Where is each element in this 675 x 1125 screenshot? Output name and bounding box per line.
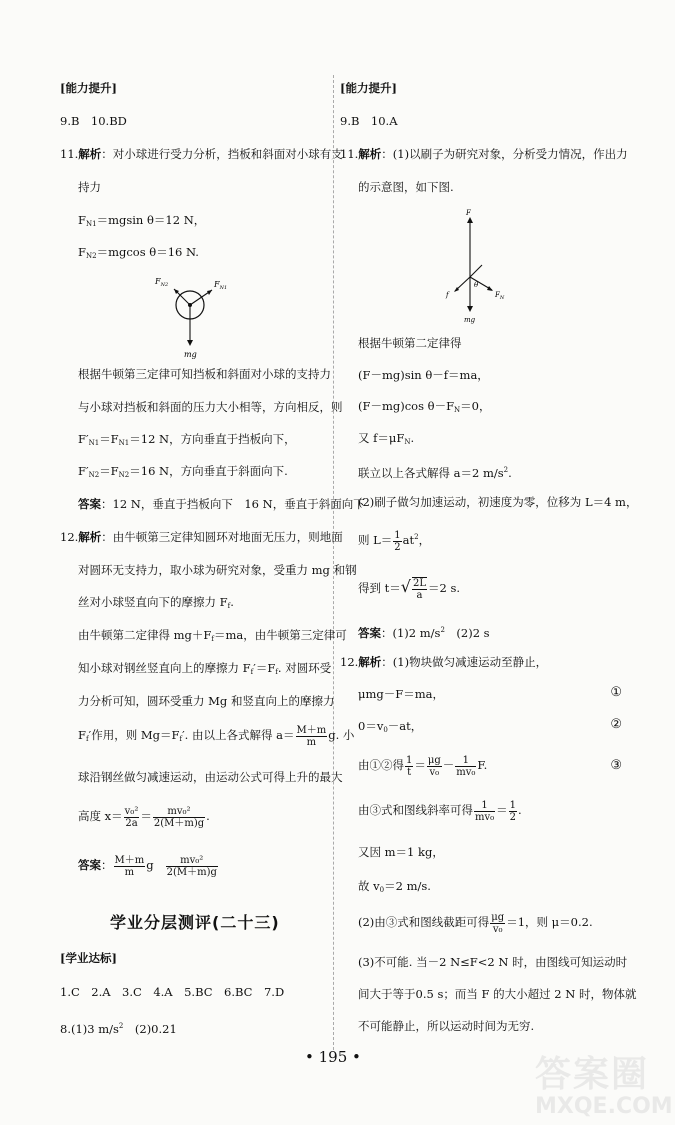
q11-line7: $F'_{N1}=F_{N1}=12$ N，方向垂直于挡板向下，	[78, 432, 296, 447]
fraction: $\frac{1}{2}$	[394, 529, 401, 553]
eq-number-2: ②	[610, 717, 622, 732]
r-q12-line10: 间大于等于0.5 s；而当 F 的大小超过 2 N 时，物体就	[358, 987, 637, 1001]
q12-line1: 12.解析：由牛顿第三定律知圆环对地面无压力，则地面	[60, 530, 343, 544]
fraction: $\frac{\mu g}{\text{v₀}}$	[491, 911, 505, 935]
label-FN: $F_N$	[495, 291, 505, 301]
r-q12-line3: $0=v_0-at$，	[358, 719, 423, 734]
label-f: f	[446, 291, 449, 299]
q11-line8: $F'_{N2}=F_{N2}=16$ N，方向垂直于斜面向下.	[78, 464, 288, 479]
label-theta: θ	[474, 281, 479, 289]
q11-line2: 持力	[78, 180, 101, 194]
q12-line9: 高度 x＝ $\frac{\text{v₀²}}{2a}$ ＝ $\frac{\text{mv₀²}}{2(M+m)g}$ .	[78, 805, 210, 829]
r-q11-line6: 又 $f=\mu F_N$.	[358, 431, 415, 446]
sqrt-sign: √	[400, 577, 411, 596]
q11-line6: 与小球对挡板和斜面的压力大小相等，方向相反，则	[78, 400, 343, 414]
r-q11-answer: 答案：(1)2 $m/s^2$ (2)2 s	[358, 626, 490, 640]
label-mg-right: mg	[464, 316, 476, 324]
r-q12-line1: 12.解析：(1)物块做匀减速运动至静止，	[340, 655, 548, 669]
r-q12-line4: 由①②得 $\frac{1}{t}$ ＝ $\frac{\mu g}{\text{v₀}}$ － $\frac{1}{\text{mv₀}}$ F.	[358, 754, 488, 778]
q11-answer: 答案：12 N，垂直于挡板向下 16 N，垂直于斜面向下	[78, 497, 365, 511]
handle-line	[470, 265, 482, 277]
watermark-top: 答案圈	[535, 1054, 650, 1095]
r-q12-line2: μmg－F＝ma，	[358, 687, 444, 701]
q12-line2: 对圆环无支持力，取小球为研究对象，受重力 mg 和钢	[78, 563, 357, 577]
r-q11-line9: 则 L＝ $\frac{1}{2}$ $at^2$，	[358, 529, 431, 553]
q11-eq-fn1: $F_{N1}=mgsin$ θ＝12 N，	[78, 213, 206, 228]
fraction: $\frac{\mu g}{\text{v₀}}$	[427, 754, 441, 778]
q11-line5: 根据牛顿第三定律可知挡板和斜面对小球的支持力	[78, 367, 331, 381]
page-number: • 195 •	[305, 1048, 361, 1066]
eq-number-3: ③	[610, 758, 622, 773]
q12-line7: $F_f'$作用，则 $Mg=F_f'$. 由以上各式解得 a＝ $\frac{M+m}{m}$ g. 小	[78, 724, 355, 748]
r-q11-line3: 根据牛顿第二定律得	[358, 336, 462, 350]
r-q11-line1: 11.解析：(1)以刷子为研究对象，分析受力情况，作出力	[340, 147, 628, 161]
q12-line6: 力分析可知，圆环受重力 Mg 和竖直向上的摩擦力	[78, 694, 335, 708]
mg-arrowhead	[187, 340, 193, 346]
r-q11-line10: 得到 t＝√ $\frac{2L}{a}$ ＝2 s.	[358, 577, 461, 601]
fraction: $\frac{1}{2}$	[509, 799, 517, 823]
r-q11-line4: (F－mg)sin θ－f＝ma，	[358, 368, 489, 382]
r-q12-line11: 不可能静止，所以运动时间为无穷.	[358, 1019, 535, 1033]
F-arrowhead	[467, 217, 473, 223]
answers-9-10-right: 9.B 10.A	[340, 114, 398, 128]
fraction: $\frac{2L}{a}$	[412, 578, 426, 601]
section-title: 学业分层测评(二十三)	[110, 913, 280, 932]
fraction: $\frac{1}{\text{mv₀}}$	[456, 754, 476, 778]
r-q12-line7: 故 $v_0=2$ m/s.	[358, 879, 431, 894]
answers-8: 8.(1)3 $m/s^2$ (2)0.21	[60, 1022, 177, 1036]
r-q11-line8: (2)刷子做匀加速运动，初速度为零，位移为 L＝4 m，	[358, 495, 638, 509]
mg-arrowhead-right	[467, 306, 473, 312]
answers-9-10: 9.B 10.BD	[60, 114, 127, 128]
fraction: $\frac{M+m}{m}$	[114, 854, 145, 878]
r-q12-line5: 由③式和图线斜率可得 $\frac{1}{\text{mv₀}}$ ＝ $\frac{1}{2}$ .	[358, 799, 522, 823]
fraction: $\frac{\text{mv₀²}}{2(M+m)g}$	[153, 805, 205, 829]
answers-1-7: 1.C 2.A 3.C 4.A 5.BC 6.BC 7.D	[60, 985, 285, 999]
section-tag-ability: [能力提升]	[60, 81, 117, 95]
label-F: F	[466, 209, 471, 217]
fraction: $\frac{\text{v₀²}}{2a}$	[124, 805, 139, 829]
section-tag-ability-right: [能力提升]	[340, 81, 397, 95]
fn1-arrowhead	[207, 290, 212, 295]
q11-eq-fn2: $F_{N2}=mgcos$ θ＝16 N.	[78, 245, 199, 260]
ball-force-diagram	[150, 268, 260, 360]
fraction: $\frac{1}{\text{mv₀}}$	[475, 799, 495, 823]
q12-answer: 答案： $\frac{M+m}{m}$ g $\frac{\text{mv₀²}}{2(M+m)g}$	[78, 854, 217, 878]
r-q12-line9: (3)不可能. 当－2 N≤F<2 N 时，由图线可知运动时	[358, 955, 628, 969]
brush-force-diagram	[440, 205, 520, 325]
q12-line4: 由牛顿第二定律得 $mg+F_f=ma$，由牛顿第三定律可	[78, 628, 347, 643]
fraction: $\frac{M+m}{m}$	[296, 724, 327, 748]
FN-arrowhead	[487, 286, 493, 291]
watermark-bottom: MXQE.COM	[535, 1094, 673, 1119]
q11-line1: 11.解析：对小球进行受力分析，挡板和斜面对小球有支	[60, 147, 343, 161]
section-tag-basic: [学业达标]	[60, 951, 117, 965]
fraction: $\frac{1}{t}$	[406, 754, 413, 778]
fraction: $\frac{\text{mv₀²}}{2(M+m)g}$	[166, 854, 217, 878]
watermark-logo	[535, 1054, 673, 1120]
eq-number-1: ①	[610, 685, 622, 700]
r-q11-line7: 联立以上各式解得 a＝2 $m/s^2$.	[358, 466, 512, 480]
r-q11-line5: (F－mg)cos $\theta-F_N=0$，	[358, 399, 491, 414]
r-q12-line8: (2)由③式和图线截距可得 $\frac{\mu g}{\text{v₀}}$ ＝1，则 μ＝0.2.	[358, 911, 593, 935]
label-fn1: $F_{N1}$	[214, 280, 228, 291]
q12-line3: 丝对小球竖直向下的摩擦力 $F_f$.	[78, 595, 234, 610]
r-q12-line6: 又因 m＝1 kg，	[358, 845, 444, 859]
label-mg: mg	[184, 350, 197, 359]
r-q11-line2: 的示意图，如下图.	[358, 180, 454, 194]
q12-line8: 球沿钢丝做匀减速运动，由运动公式可得上升的最大	[78, 770, 343, 784]
q12-line5: 知小球对钢丝竖直向上的摩擦力 $F_f'=F_f$. 对圆环受	[78, 661, 332, 676]
label-fn2: $F_{N2}$	[155, 277, 169, 288]
